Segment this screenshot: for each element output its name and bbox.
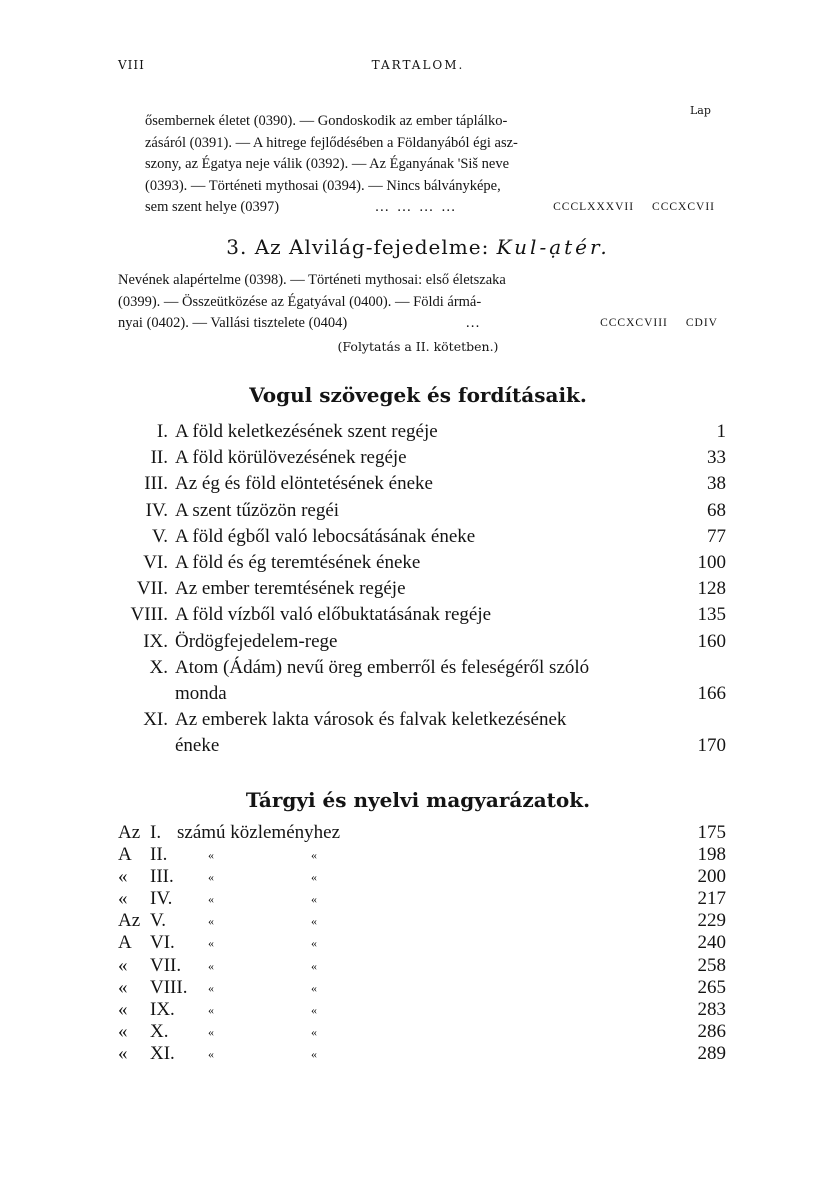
toc-entry [118,866,726,888]
section3-heading-name: Kul-ạtér. [496,235,610,259]
toc-entry [118,999,726,1021]
para-line: zásáról (0391). — A hitrege fejlődésében a Földanyából égi asz- [145,134,518,151]
toc-entry-title: A föld és ég teremtésének éneke [175,551,421,573]
toc-entry-number: VIII. [130,604,168,626]
ditto-mark: « [208,936,214,951]
toc-entry-number: VII. [136,578,168,600]
para-line-text: nyai (0402). — Vallási tisztelete (0404) [118,315,348,331]
part1-title: Vogul szövegek és fordításaik. [249,383,587,407]
ditto-mark: « [311,848,317,863]
section3-heading-text: Az Alvilág-fejedelme: [254,235,490,259]
toc-entry-number: IX. [143,630,168,652]
toc-entry-number: V. [150,910,167,932]
toc-entry [118,733,726,759]
toc-entry-title: A föld keletkezésének szent regéje [175,421,438,442]
toc-entry-page: 283 [697,998,726,1020]
ditto-mark: « [208,870,214,885]
toc-entry-title: éneke [175,735,220,757]
toc-entry-number: III. [150,866,174,888]
toc-entry-title: A föld égből való lebocsátásának éneke [175,525,476,547]
toc-entry [118,498,726,524]
toc-entry [118,629,726,655]
toc-entry-page: 175 [697,822,726,843]
toc-entry-number: I. [150,822,162,843]
toc-entry [118,1043,726,1065]
page-to: CCCXCVII [652,201,715,213]
toc-entry-page: 265 [697,976,726,998]
toc-entry-page: 160 [697,630,726,652]
toc-entry-page: 286 [697,1020,726,1042]
toc-entry [118,977,726,999]
toc-entry [118,576,726,602]
toc-entry-article: A [118,844,132,866]
toc-entry-number: VI. [143,551,168,573]
ditto-mark: « [208,958,214,973]
ditto-mark: « [311,1002,317,1017]
toc-entry [118,681,726,707]
toc-entry [118,471,726,497]
lap-label: Lap [690,104,711,117]
toc-entry-title: Ördögfejedelem-rege [175,630,338,652]
toc-entry-title: Az ember teremtésének regéje [175,578,406,600]
ditto-mark: « [311,958,317,973]
ditto-mark: « [311,980,317,995]
toc-entry-page: 258 [697,954,726,976]
toc-entry-number: II. [150,844,168,866]
toc-entry [118,955,726,977]
ditto-mark: « [208,914,214,929]
ditto-mark: « [311,870,317,885]
page-range [600,313,718,335]
ditto-mark: « [208,1046,214,1061]
toc-entry-title: monda [175,682,227,704]
toc-entry-page: 100 [697,551,726,573]
leader-dots: … … … … [374,199,458,215]
toc-entry [118,888,726,910]
toc-entry-page: 68 [707,499,726,521]
toc-entry-page: 166 [697,682,726,704]
page-to: CDIV [685,317,718,329]
toc-entry-number: II. [150,447,168,469]
toc-entry-page: 77 [707,525,726,547]
toc-entry-article: Az [118,822,141,843]
toc-entry-page: 198 [697,844,726,866]
page-range [553,197,715,219]
toc-entry-page: 170 [697,735,726,757]
para-line-last [145,197,715,219]
toc-entry [118,844,726,866]
toc-entry-article: « [118,998,128,1020]
ditto-mark: « [208,980,214,995]
para-line: Nevének alapértelme (0398). — Történeti mythosai: első életszaka [118,272,506,288]
toc-entry-article: « [118,888,128,910]
ditto-mark: « [311,892,317,907]
toc-entry-article: Az [118,910,141,932]
part2-title: Tárgyi és nyelvi magyarázatok. [245,788,591,812]
toc-entry-title: Az ég és föld elöntetésének éneke [175,473,433,495]
toc-entry-article: « [118,976,128,998]
toc-entry-article: A [118,932,132,954]
toc-entry-number: X. [150,1020,169,1042]
toc-entry [118,445,726,471]
toc-entry-page: 200 [697,866,726,888]
ditto-mark: « [208,1024,214,1039]
toc-entry-title: A föld körülövezésének regéje [175,447,407,469]
toc-entry-number: XI. [150,1042,175,1064]
para-line: ősembernek életet (0390). — Gondoskodik az ember táplálko- [145,113,508,129]
para-line: szony, az Égatya neje válik (0392). — Az Éganyának 'Siš neve [145,156,510,172]
toc-entry-number: III. [144,473,168,495]
page-from: CCCXCVIII [600,317,668,329]
toc-entry [118,419,726,445]
toc-entry-article: « [118,1020,128,1042]
toc-entry-page: 229 [697,910,726,932]
toc-entry-article: « [118,866,128,888]
ditto-mark: « [208,892,214,907]
section3-heading [118,235,718,259]
toc-entry-number: X. [149,656,168,678]
toc-entry-title: A föld vízből való előbuktatásának regéje [175,604,492,626]
toc-entry-article: « [118,954,128,976]
running-title: TARTALOM. [371,58,465,72]
toc-entry-number: XI. [143,709,168,731]
toc-entry-page: 33 [707,447,726,469]
section2-continuation-paragraph [145,111,715,219]
toc-entry [118,602,726,628]
toc-entry-number: IV. [150,888,173,910]
para-line-text: sem szent helye (0397) [145,199,280,215]
toc-entry [118,524,726,550]
ditto-mark: « [208,1002,214,1017]
toc-entry-page: 128 [697,578,726,600]
toc-entry-number: I. [156,421,168,442]
toc-entry-number: VI. [150,932,175,954]
part1-toc [118,419,726,759]
para-line: (0399). — Összeütközése az Égatyával (0400). — Földi ármá- [118,293,482,310]
toc-entry-title: A szent tűzözön regéi [175,499,340,521]
toc-entry-page: 289 [697,1042,726,1064]
para-line: (0393). — Történeti mythosai (0394). — Nincs bálványképe, [145,177,501,194]
ditto-mark: « [311,936,317,951]
toc-entry-page: 217 [697,888,726,910]
toc-entry-page: 135 [697,604,726,626]
continuation-note: (Folytatás a II. kötetben.) [337,339,499,354]
ditto-mark: « [311,1046,317,1061]
toc-entry-number: V. [151,525,168,547]
toc-entry [118,655,726,681]
section3-number: 3. [226,235,248,259]
ditto-mark: « [311,1024,317,1039]
ditto-mark: « [208,848,214,863]
part2-toc [118,822,726,1065]
toc-entry-page: 240 [697,932,726,954]
section3-paragraph [118,270,718,335]
toc-entry [118,707,726,733]
toc-entry [118,1021,726,1043]
toc-entry-number: VII. [150,954,182,976]
toc-entry [118,910,726,932]
toc-entry-title: Az emberek lakta városok és falvak keletkezésének [175,709,567,731]
toc-entry-article: « [118,1042,128,1064]
toc-entry [118,550,726,576]
toc-entry-number: VIII. [150,976,188,998]
page-header [118,58,718,78]
toc-entry-title: Atom (Ádám) nevű öreg emberről és feleségéről szóló [175,656,590,678]
toc-entry-suffix: számú közleményhez [177,822,341,843]
page-from: CCCLXXXVII [553,201,635,213]
toc-entry-number: IV. [145,499,168,521]
para-line-last [118,313,718,335]
toc-entry-page: 1 [716,421,726,442]
toc-entry [118,822,726,844]
leader-dots: … [465,315,482,331]
ditto-mark: « [311,914,317,929]
page-number: VIII [118,58,145,72]
toc-entry [118,932,726,954]
toc-entry-page: 38 [707,473,726,495]
toc-entry-number: IX. [150,998,175,1020]
